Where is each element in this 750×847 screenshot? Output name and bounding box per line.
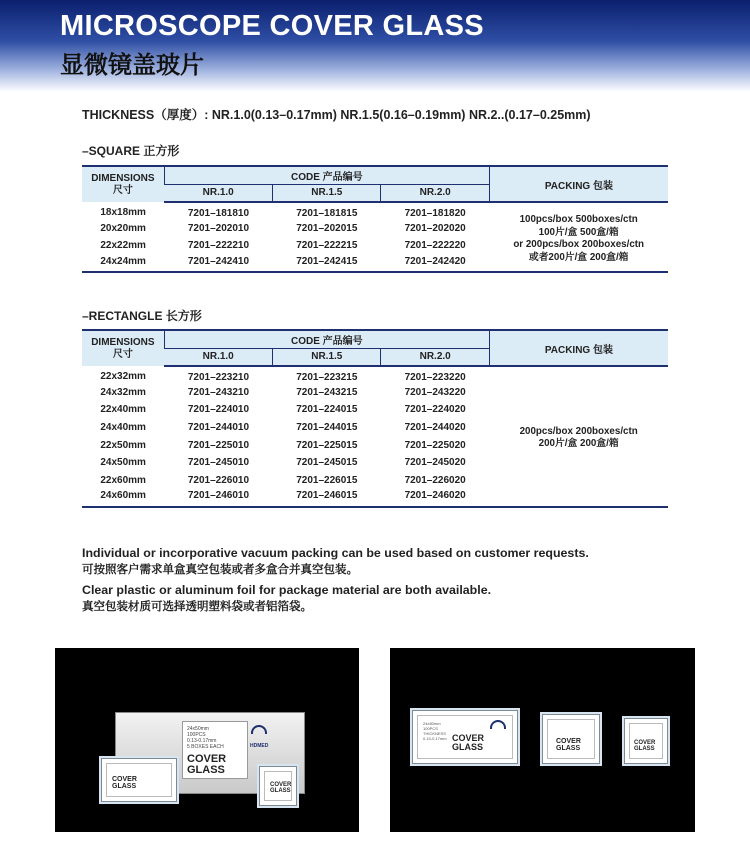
code-header: CODE 产品编号 xyxy=(164,330,489,348)
dimension-cell: 22x50mm xyxy=(100,439,146,451)
note-line-cn: 真空包装材质可选择透明塑料袋或者铝箔袋。 xyxy=(82,598,312,613)
box-cover-text xyxy=(452,734,484,752)
packing-line: 200pcs/box 200boxes/ctn xyxy=(519,425,638,437)
dimension-cell: 24x60mm xyxy=(82,489,164,507)
glass-word: GLASS xyxy=(270,788,291,794)
box-info xyxy=(423,721,447,741)
cover-glass-box xyxy=(99,756,179,804)
box-label xyxy=(547,719,595,759)
carton-cover-text xyxy=(187,754,226,776)
square-section-label: –SQUARE 正方形 xyxy=(82,144,180,158)
brand-logo xyxy=(490,720,506,729)
code-cell: 7201–244020 xyxy=(404,422,466,434)
code-cell: 7201–202020 xyxy=(404,222,466,234)
box-cover-text xyxy=(270,782,291,794)
packing-cell xyxy=(489,366,668,507)
note-line-cn: 可按照客户需求单盒真空包装或者多盒合并真空包装。 xyxy=(82,561,358,576)
glass-word: GLASS xyxy=(556,745,581,752)
code-cell: 7201–245015 xyxy=(296,457,358,469)
packing-line: 或者200片/盒 200盒/箱 xyxy=(528,251,629,263)
glass-word: GLASS xyxy=(187,764,225,776)
box-label xyxy=(264,771,292,801)
code-cell: 7201–243215 xyxy=(296,386,358,398)
packing-notes xyxy=(82,546,589,620)
carton-info: 0.13-0.17mm xyxy=(187,738,217,744)
dimension-cell: 24x40mm xyxy=(100,422,146,434)
code-cell: 7201–243220 xyxy=(404,386,466,398)
dimension-cell: 22x32mm xyxy=(100,371,146,383)
code-cell: 7201–225010 xyxy=(187,439,250,451)
cover-glass-box-large xyxy=(410,708,520,766)
code-cell: 7201–181820 xyxy=(404,207,466,219)
code-cell: 7201–226010 xyxy=(187,474,250,486)
box-label xyxy=(106,763,172,797)
title-english: MICROSCOPE COVER GLASS xyxy=(60,10,484,42)
rectangle-section-label: –RECTANGLE 长方形 xyxy=(82,309,202,323)
code-cell: 7201–223220 xyxy=(404,371,466,383)
packing-line: 100片/盒 500盒/箱 xyxy=(538,226,619,238)
table-row xyxy=(82,366,668,384)
code-cell: 7201–245020 xyxy=(404,457,466,469)
code-cell: 7201–222220 xyxy=(404,240,466,252)
nr15-header: NR.1.5 xyxy=(273,184,381,202)
note-line-en: Clear plastic or aluminum foil for package material are both available. xyxy=(82,583,492,597)
code-cell: 7201–222215 xyxy=(296,240,358,252)
code-cell: 7201–242420 xyxy=(381,255,489,273)
code-cell: 7201–202015 xyxy=(296,222,358,234)
cover-word: COVER xyxy=(452,733,485,743)
code-cell: 7201–223210 xyxy=(187,371,250,383)
nr10-header: NR.1.0 xyxy=(164,184,272,202)
code-cell: 7201–202010 xyxy=(187,222,250,234)
code-cell: 7201–242415 xyxy=(273,255,381,273)
nr10-header: NR.1.0 xyxy=(164,348,272,366)
cover-word: COVER xyxy=(556,738,581,745)
carton-label xyxy=(182,721,248,779)
dimension-cell: 20x20mm xyxy=(100,222,146,234)
code-cell: 7201–244015 xyxy=(296,422,358,434)
nr15-header: NR.1.5 xyxy=(273,348,381,366)
packing-cell xyxy=(489,202,668,272)
carton-info: 100PCS xyxy=(187,732,206,738)
dimension-cell: 24x24mm xyxy=(82,255,164,273)
dimension-cell: 24x50mm xyxy=(100,457,146,469)
cover-word: COVER xyxy=(187,753,227,765)
box-info-line: 100PCS xyxy=(423,726,438,731)
brand-logo xyxy=(250,725,268,752)
cover-glass-box-small xyxy=(622,716,670,766)
cover-word: COVER xyxy=(112,776,137,783)
nr20-header: NR.2.0 xyxy=(381,348,489,366)
packing-header: PACKING 包装 xyxy=(489,166,668,202)
code-cell: 7201–224020 xyxy=(404,404,466,416)
packing-line: 100pcs/box 500boxes/ctn xyxy=(519,214,638,226)
code-cell: 7201–246015 xyxy=(273,489,381,507)
code-cell: 7201–222210 xyxy=(187,240,250,252)
product-photo-carton xyxy=(55,648,359,832)
code-cell: 7201–242410 xyxy=(164,255,272,273)
nr20-header: NR.2.0 xyxy=(381,184,489,202)
box-info-line: 24x50mm xyxy=(423,721,441,726)
page-header xyxy=(0,0,750,92)
box-cover-text xyxy=(634,740,655,752)
dimensions-header-cn: 尺寸 xyxy=(112,184,133,196)
box-label xyxy=(629,723,663,759)
dimensions-header-en: DIMENSIONS xyxy=(91,336,155,348)
code-cell: 7201–226020 xyxy=(404,474,466,486)
logo-icon xyxy=(490,720,506,729)
cover-glass-box xyxy=(257,764,299,808)
code-cell: 7201–223215 xyxy=(296,371,358,383)
code-cell: 7201–246010 xyxy=(164,489,272,507)
dimensions-header xyxy=(82,166,164,202)
carton-info: 24x50mm xyxy=(187,726,209,732)
code-cell: 7201–224010 xyxy=(187,404,250,416)
title-chinese: 显微镜盖玻片 xyxy=(60,51,204,79)
code-cell: 7201–225020 xyxy=(404,439,466,451)
cover-word: COVER xyxy=(634,740,656,746)
thickness-spec: THICKNESS（厚度）: NR.1.0(0.13–0.17mm) NR.1.5(0.16–0.19mm) NR.2..(0.17–0.25mm) xyxy=(82,108,591,122)
square-table xyxy=(82,165,668,273)
box-cover-text xyxy=(112,776,137,790)
code-cell: 7201–225015 xyxy=(296,439,358,451)
box-info-line: 0.13-0.17mm xyxy=(423,736,447,741)
rectangle-table xyxy=(82,329,668,508)
packing-line: 200片/盒 200盒/箱 xyxy=(538,438,619,450)
brand-name: HDMED xyxy=(250,743,269,749)
packing-header: PACKING 包装 xyxy=(489,330,668,366)
glass-word: GLASS xyxy=(452,742,484,752)
cover-glass-box-medium xyxy=(540,712,602,766)
code-cell: 7201–246020 xyxy=(381,489,489,507)
dimensions-header-en: DIMENSIONS xyxy=(91,172,155,184)
dimension-cell: 24x32mm xyxy=(100,386,146,398)
logo-icon xyxy=(251,725,267,734)
cover-word: COVER xyxy=(270,782,292,788)
box-info-line: THICKNESS xyxy=(423,731,446,736)
dimension-cell: 22x22mm xyxy=(100,240,146,252)
glass-word: GLASS xyxy=(112,783,137,790)
code-cell: 7201–243210 xyxy=(187,386,250,398)
code-cell: 7201–181815 xyxy=(296,207,358,219)
carton-info: 5 BOXES EACH xyxy=(187,744,224,750)
note-line-en: Individual or incorporative vacuum packing can be used based on customer requests. xyxy=(82,546,589,560)
product-photo-boxes xyxy=(390,648,695,832)
table-row xyxy=(82,202,668,220)
dimensions-header-cn: 尺寸 xyxy=(112,348,133,360)
code-cell: 7201–181810 xyxy=(187,207,250,219)
dimension-cell: 18x18mm xyxy=(100,207,146,219)
code-cell: 7201–224015 xyxy=(296,404,358,416)
dimension-cell: 22x40mm xyxy=(100,404,146,416)
code-cell: 7201–244010 xyxy=(187,422,250,434)
code-cell: 7201–245010 xyxy=(187,457,250,469)
code-header: CODE 产品编号 xyxy=(164,166,489,184)
code-cell: 7201–226015 xyxy=(296,474,358,486)
dimension-cell: 22x60mm xyxy=(100,474,146,486)
box-label xyxy=(417,715,513,759)
packing-line: or 200pcs/box 200boxes/ctn xyxy=(513,239,645,251)
box-cover-text xyxy=(556,738,581,752)
glass-word: GLASS xyxy=(634,746,655,752)
dimensions-header xyxy=(82,330,164,366)
